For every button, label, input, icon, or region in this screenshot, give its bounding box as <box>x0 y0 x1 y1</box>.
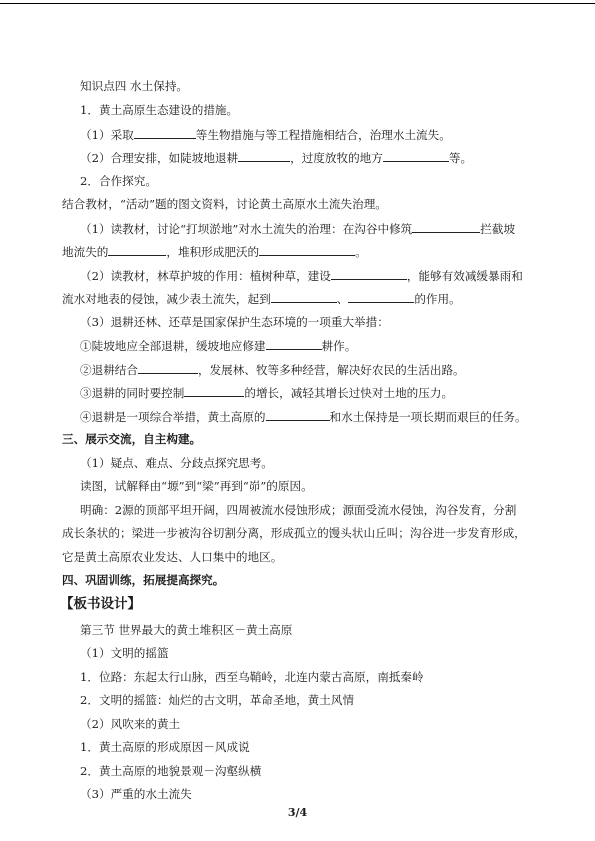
text: 和水土保持是一项长期而艰巨的任务。 <box>329 410 527 424</box>
blank-field <box>331 267 407 280</box>
line-point-2 <box>80 361 465 378</box>
text: （2）读教材，林草护坡的作用：植树种草，建设 <box>80 269 331 283</box>
text: 等。 <box>448 151 473 165</box>
board-item-formation: 1．黄土高原的形成原因－风成说 <box>80 740 250 754</box>
text: （1）读教材，讨论“打坝淤地”对水土流失的治理：在沟谷中修筑 <box>80 222 413 236</box>
line-reasonable-arrangement <box>80 149 472 166</box>
blank-field <box>348 290 414 303</box>
line-clarify-cont-1: 成长条状的；梁进一步被沟谷切割分离，形成孤立的馒头状山丘叫；沟谷进一步发育形成， <box>62 526 526 540</box>
text: 等生物措施与等工程措施相结合，治理水土流失。 <box>195 128 451 142</box>
line-point-1 <box>80 337 356 354</box>
text: 的作用。 <box>414 292 461 306</box>
line-check-dam <box>80 220 515 237</box>
text: ④退耕是一项综合举措，黄土高原的 <box>80 410 266 424</box>
line-biological-measures <box>80 126 451 143</box>
paragraph-intro: 结合教材，“活动”题的图文资料，讨论黄土高原水土流失治理。 <box>62 197 387 211</box>
page-number: 3/4 <box>287 806 308 819</box>
text: ，发展林、牧等多种经营，解决好农民的生活出路。 <box>197 363 465 377</box>
section-title-soil-conservation: 知识点四 水土保持。 <box>80 79 189 93</box>
text: （2）合理安排，如陡坡地退耕 <box>80 151 239 165</box>
text: 。 <box>355 245 367 259</box>
board-item-soil-erosion: （3）严重的水土流失 <box>80 787 192 801</box>
text: 耕作。 <box>321 339 357 353</box>
text: （1）采取 <box>80 128 134 142</box>
text: ③退耕的同时要控制 <box>80 386 185 400</box>
board-item-cradle: （1）文明的摇篮 <box>80 646 169 660</box>
blank-field <box>271 290 337 303</box>
line-point-4 <box>80 408 527 425</box>
blank-field <box>138 361 198 374</box>
blank-field <box>412 220 480 233</box>
text: ①陡坡地应全部退耕，缓坡地应修建 <box>80 339 266 353</box>
item-measures: 1．黄土高原生态建设的措施。 <box>80 103 239 117</box>
text: 地流失的 <box>62 245 109 259</box>
text: ，堆积形成肥沃的 <box>166 245 260 259</box>
text: 的增长，减轻其增长过快对土地的压力。 <box>244 386 454 400</box>
blank-field <box>108 243 166 256</box>
board-item-civilization: 2．文明的摇篮：灿烂的古文明，革命圣地，黄土风情 <box>80 693 355 707</box>
line-doubts: （1）疑点、难点、分歧点探究思考。 <box>80 456 273 470</box>
item-cooperative-inquiry: 2．合作探究。 <box>80 174 157 188</box>
line-point-3 <box>80 384 453 401</box>
text: 流水对地表的侵蚀，减少表土流失，起到 <box>62 292 271 306</box>
text: ②退耕结合 <box>80 363 138 377</box>
blank-field <box>383 149 449 162</box>
board-item-wind-loess: （2）风吹来的黄土 <box>80 717 181 731</box>
board-design-heading: 【板书设计】 <box>60 596 141 612</box>
board-item-landform: 2．黄土高原的地貌景观－沟壑纵横 <box>80 764 262 778</box>
line-read-figure: 读图，试解释由“塬”到“梁”再到“峁”的原因。 <box>80 479 313 493</box>
blank-field <box>259 243 355 256</box>
line-clarify-cont-2: 它是黄土高原农业发达、人口集中的地区。 <box>62 550 283 564</box>
section-heading-four: 四、巩固训练，拓展提高探究。 <box>62 573 225 587</box>
board-item-location: 1．位路：东起太行山脉，西至乌鞘岭，北连内蒙古高原，南抵秦岭 <box>80 670 424 684</box>
blank-field <box>184 384 244 397</box>
board-title: 第三节 世界最大的黄土堆积区－黄土高原 <box>80 623 293 637</box>
text: ，能够有效减缓暴雨和 <box>406 269 523 283</box>
line-check-dam-cont <box>62 243 367 260</box>
header-rule <box>0 3 595 4</box>
text: ，过度放牧的地方 <box>290 151 383 165</box>
section-heading-three: 三、展示交流，自主构建。 <box>62 432 202 446</box>
line-forest-grass <box>80 267 523 284</box>
blank-field <box>238 149 290 162</box>
text: 、 <box>336 292 349 306</box>
text: 拦截坡 <box>480 222 516 236</box>
line-clarify: 明确：2源的顶部平坦开阔，四周被流水侵蚀形成；源面受流水侵蚀，沟谷发育，分割 <box>80 503 517 517</box>
blank-field <box>134 126 196 139</box>
blank-field <box>266 408 330 421</box>
line-return-farmland: （3）退耕还林、还草是国家保护生态环境的一项重大举措： <box>80 315 389 329</box>
blank-field <box>266 337 322 350</box>
line-forest-grass-cont <box>62 290 461 307</box>
